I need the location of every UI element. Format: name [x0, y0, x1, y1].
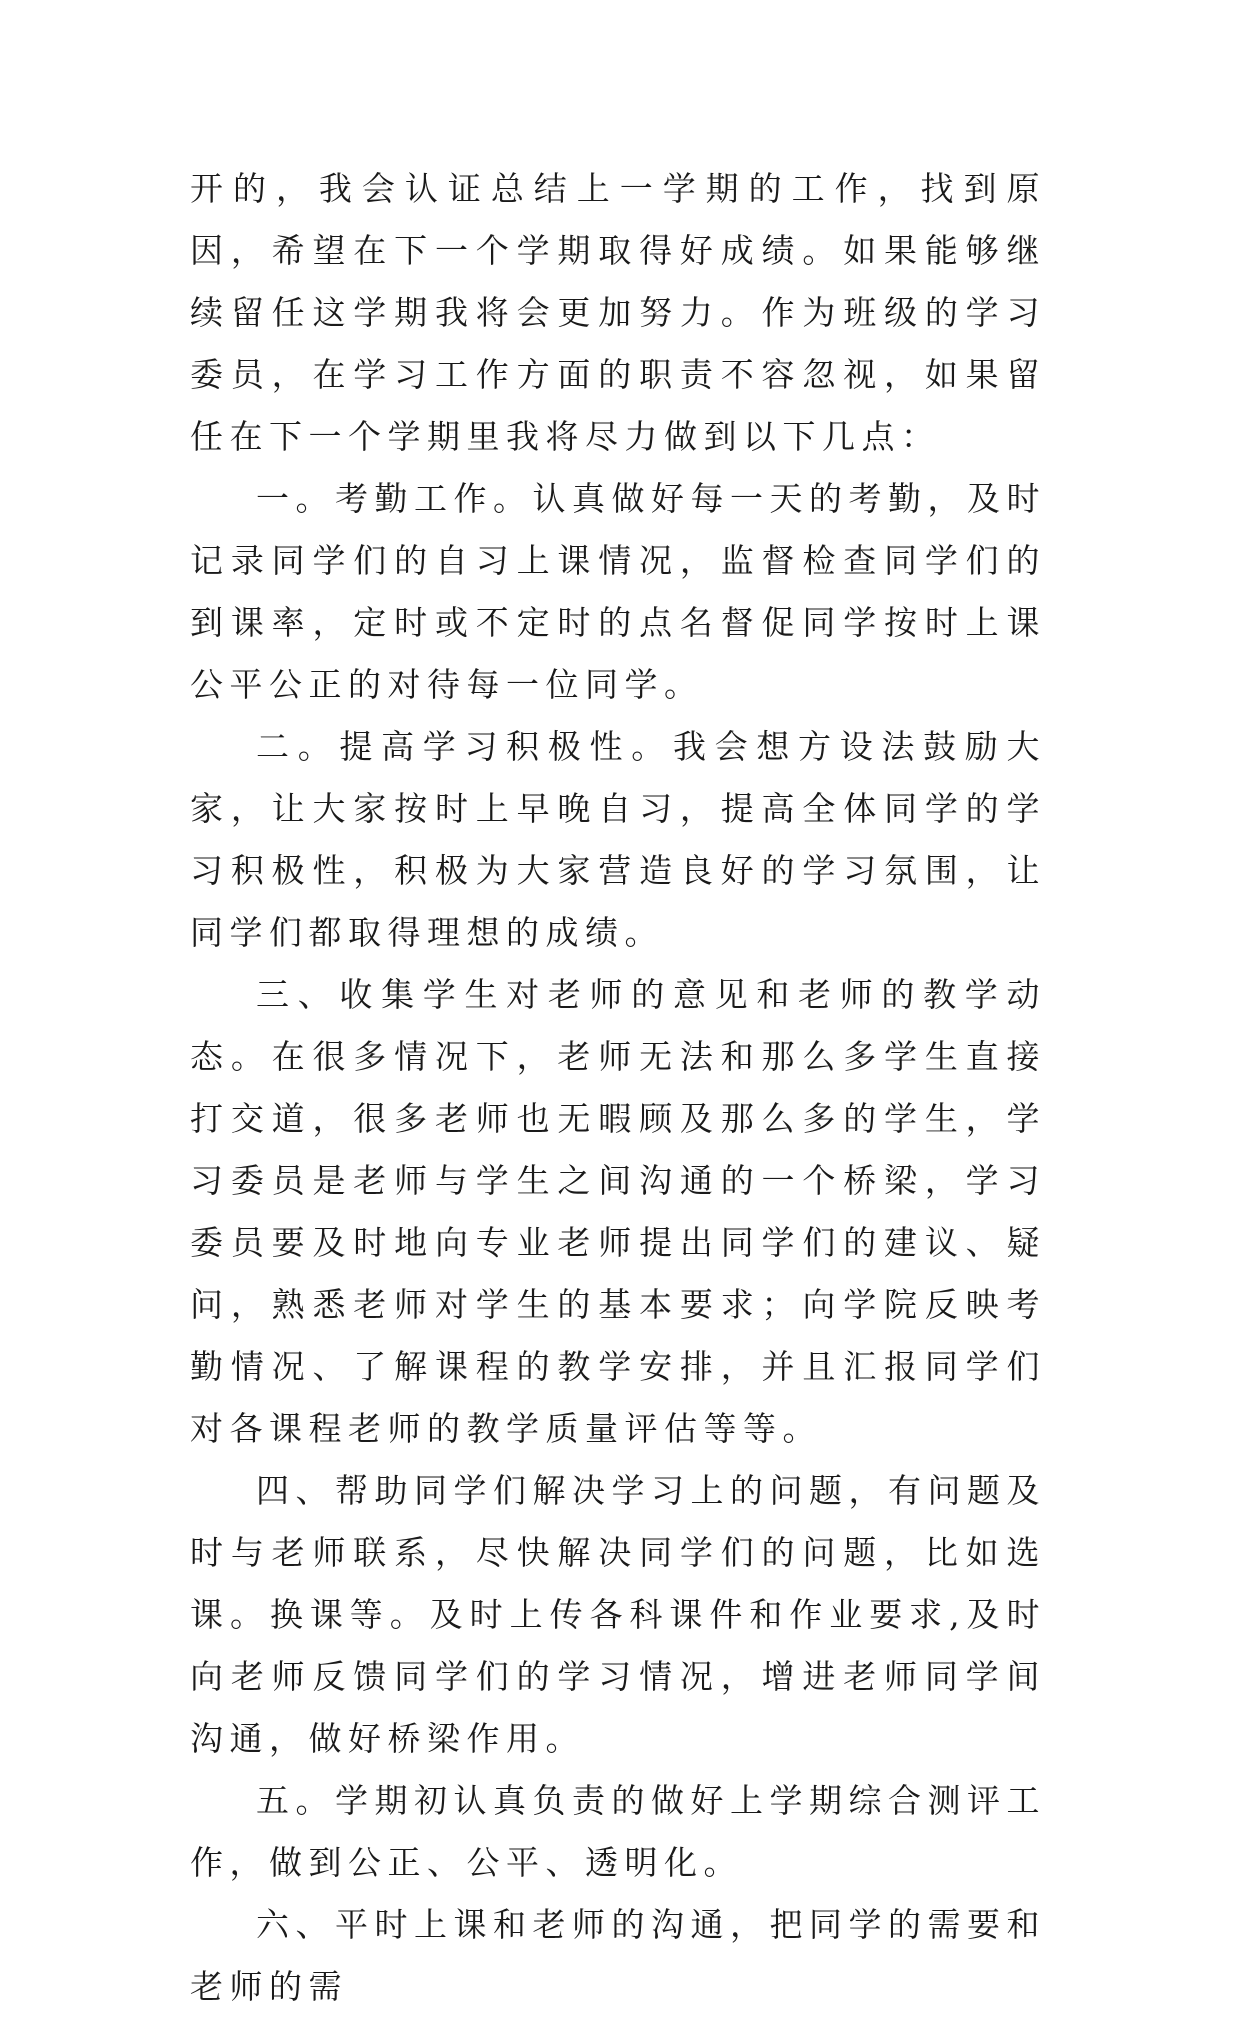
paragraph-item-3-feedback: 三、收集学生对老师的意见和老师的教学动态。在很多情况下，老师无法和那么多学生直接打交道，很多老师也无暇顾及那么多的学生，学习委员是老师与学生之间沟通的一个桥梁，学习委员要及时地向专业老师提出同学们的建议、疑问，熟悉老师对学生的基本要求；向学院反映考勤情况、了解课程的教学安排，并且汇报同学们对各课程老师的教学质量评估等等。 — [190, 975, 1046, 1448]
paragraph-item-6-communication: 六、平时上课和老师的沟通，把同学的需要和老师的需 — [190, 1905, 1046, 2006]
document-body — [190, 158, 1046, 2018]
paragraph-item-5-evaluation: 五。学期初认真负责的做好上学期综合测评工作，做到公正、公平、透明化。 — [190, 1781, 1046, 1882]
paragraph-item-4-help: 四、帮助同学们解决学习上的问题，有问题及时与老师联系，尽快解决同学们的问题，比如选课。换课等。及时上传各科课件和作业要求,及时向老师反馈同学们的学习情况，增进老师同学间沟通，做好桥梁作用。 — [190, 1471, 1046, 1758]
paragraph-item-2-motivation: 二。提高学习积极性。我会想方设法鼓励大家，让大家按时上早晚自习，提高全体同学的学习积极性，积极为大家营造良好的学习氛围，让同学们都取得理想的成绩。 — [190, 727, 1046, 952]
paragraph-continuation: 开的，我会认证总结上一学期的工作，找到原因，希望在下一个学期取得好成绩。如果能够继续留任这学期我将会更加努力。作为班级的学习委员，在学习工作方面的职责不容忽视，如果留任在下一个学期里我将尽力做到以下几点： — [190, 169, 1046, 456]
paragraph-item-1-attendance: 一。考勤工作。认真做好每一天的考勤，及时记录同学们的自习上课情况，监督检查同学们的到课率，定时或不定时的点名督促同学按时上课公平公正的对待每一位同学。 — [190, 479, 1046, 704]
